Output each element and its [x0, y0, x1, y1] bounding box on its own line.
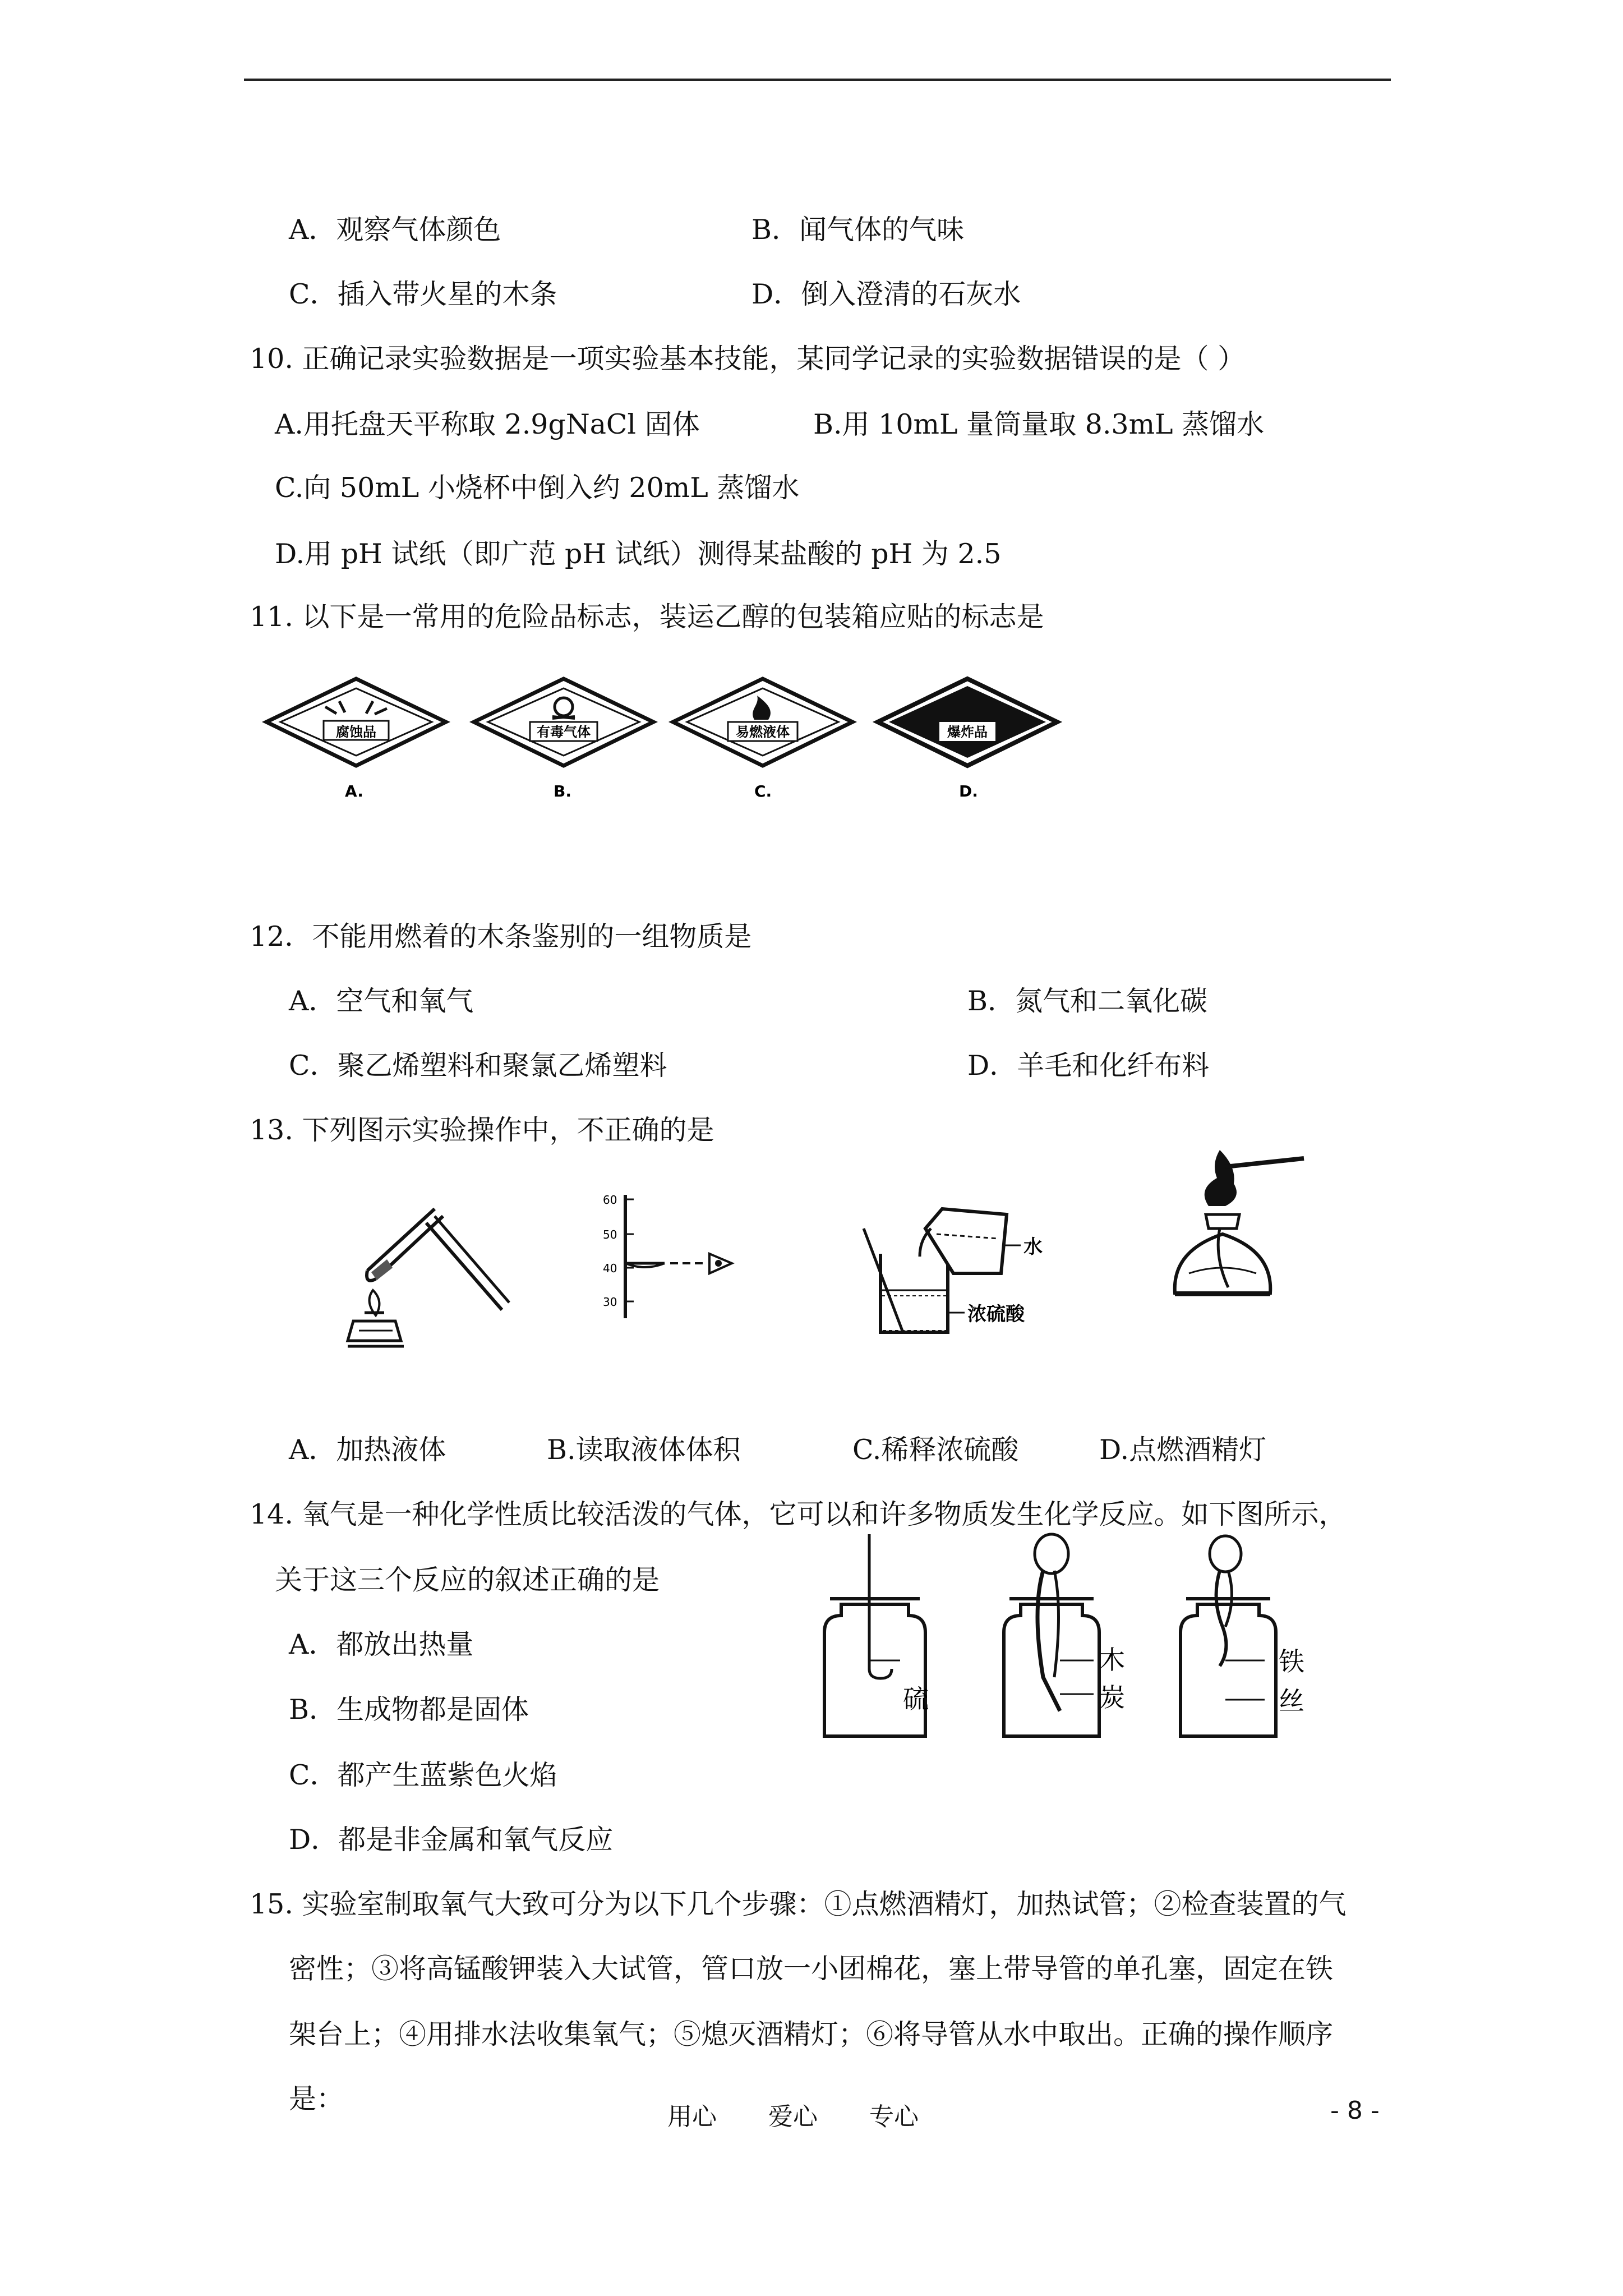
q13-option-b: B.读取液体体积 — [547, 1434, 741, 1466]
q13-option-a: A．加热液体 — [289, 1434, 446, 1466]
q13-fig-reading-volume — [603, 1189, 737, 1324]
sign-c-letter: C. — [754, 782, 772, 800]
q9-option-a: A．观察气体颜色 — [289, 214, 501, 246]
q10-option-c: C.向 50mL 小烧杯中倒入约 20mL 蒸馏水 — [275, 472, 800, 504]
tick-label: 40 — [603, 1262, 617, 1275]
toxic-gas-sign-icon — [474, 679, 653, 766]
label-charcoal-2: 炭 — [1099, 1682, 1125, 1713]
q10-option-d: D.用 pH 试纸（即广范 pH 试纸）测得某盐酸的 pH 为 2.5 — [275, 538, 1002, 570]
q12-option-c: C．聚乙烯塑料和聚氯乙烯塑料 — [289, 1050, 667, 1082]
q15-line3: 架台上；④用排水法收集氧气；⑤熄灭酒精灯；⑥将导管从水中取出。正确的操作顺序 — [289, 2018, 1334, 2050]
q9-option-c: C．插入带火星的木条 — [289, 278, 557, 310]
q11-stem: 11. 以下是一常用的危险品标志，装运乙醇的包装箱应贴的标志是 — [250, 601, 1044, 633]
sign-a-letter: A. — [345, 782, 363, 800]
alcohol-lamp-icon — [1164, 1144, 1310, 1313]
q12-option-d: D．羊毛和化纤布料 — [967, 1050, 1210, 1082]
sign-a-label: 腐蚀品 — [336, 724, 376, 740]
q13-fig-dilution — [864, 1206, 1110, 1335]
sign-c-label: 易燃液体 — [736, 724, 790, 740]
charcoal-jar-icon — [1004, 1534, 1099, 1736]
sign-d-letter: D. — [959, 782, 978, 800]
q13-option-d: D.点燃酒精灯 — [1099, 1434, 1267, 1466]
footer-word-2: 爱心 — [768, 2102, 818, 2131]
explosive-sign-icon — [878, 679, 1057, 766]
q10-option-b: B.用 10mL 量筒量取 8.3mL 蒸馏水 — [813, 408, 1265, 440]
q14-stem-line2: 关于这三个反应的叙述正确的是 — [275, 1564, 660, 1596]
sign-d-label: 爆炸品 — [947, 724, 988, 740]
q15-line1: 15. 实验室制取氧气大致可分为以下几个步骤：①点燃酒精灯，加热试管；②检查装置的气 — [250, 1888, 1347, 1920]
footer-word-3: 专心 — [869, 2102, 919, 2131]
tick-label: 30 — [603, 1295, 617, 1309]
q15-line4: 是： — [289, 2083, 344, 2115]
label-water: 水 — [1023, 1236, 1043, 1258]
q13-fig-lighting-lamp — [1164, 1144, 1310, 1313]
q12-stem: 12．不能用燃着的木条鉴别的一组物质是 — [250, 921, 752, 953]
q14-option-a: A．都放出热量 — [289, 1628, 474, 1660]
sign-b-letter: B. — [554, 782, 571, 800]
heating-liquid-icon — [342, 1206, 510, 1352]
q9-option-b: B．闻气体的气味 — [751, 214, 965, 246]
acid-dilution-icon — [864, 1206, 1110, 1335]
q14-stem-line1: 14. 氧气是一种化学性质比较活泼的气体，它可以和许多物质发生化学反应。如下图所示， — [250, 1498, 1347, 1530]
iron-wire-jar-icon — [1181, 1536, 1276, 1736]
q12-option-b: B．氮气和二氧化碳 — [967, 985, 1208, 1017]
q10-option-a: A.用托盘天平称取 2.9gNaCl 固体 — [275, 408, 700, 440]
sign-b-label: 有毒气体 — [537, 724, 591, 740]
q14-option-b: B．生成物都是固体 — [289, 1694, 529, 1726]
q14-option-c: C．都产生蓝紫色火焰 — [289, 1759, 557, 1791]
flammable-liquid-sign-icon — [673, 679, 852, 766]
label-sulfur: 硫 — [903, 1684, 929, 1714]
q9-option-d: D．倒入澄清的石灰水 — [751, 278, 1021, 310]
label-concentrated-acid: 浓硫酸 — [967, 1303, 1025, 1326]
graduated-cylinder-icon — [603, 1189, 737, 1324]
q14-combustion-figures — [808, 1531, 1312, 1739]
footer-word-1: 用心 — [667, 2102, 717, 2131]
label-iron-2: 丝 — [1279, 1686, 1304, 1716]
q10-stem: 10. 正确记录实验数据是一项实验基本技能，某同学记录的实验数据错误的是（ ） — [250, 343, 1246, 375]
q15-line2: 密性；③将高锰酸钾装入大试管，管口放一小团棉花，塞上带导管的单孔塞，固定在铁 — [289, 1953, 1334, 1985]
q12-option-a: A．空气和氧气 — [289, 985, 474, 1017]
page-number: - 8 - — [1330, 2096, 1380, 2125]
q13-stem: 13. 下列图示实验操作中，不正确的是 — [250, 1114, 714, 1146]
label-iron-1: 铁 — [1279, 1646, 1304, 1677]
q13-option-c: C.稀释浓硫酸 — [852, 1434, 1019, 1466]
q13-fig-heating-liquid — [342, 1206, 510, 1352]
tick-label: 50 — [603, 1228, 617, 1241]
header-rule — [244, 79, 1391, 81]
corrosive-sign-icon — [266, 679, 446, 766]
q14-option-d: D．都是非金属和氧气反应 — [289, 1824, 614, 1856]
tick-label: 60 — [603, 1193, 617, 1207]
label-charcoal-1: 木 — [1099, 1645, 1125, 1675]
hazard-signs-figure — [261, 676, 1063, 805]
